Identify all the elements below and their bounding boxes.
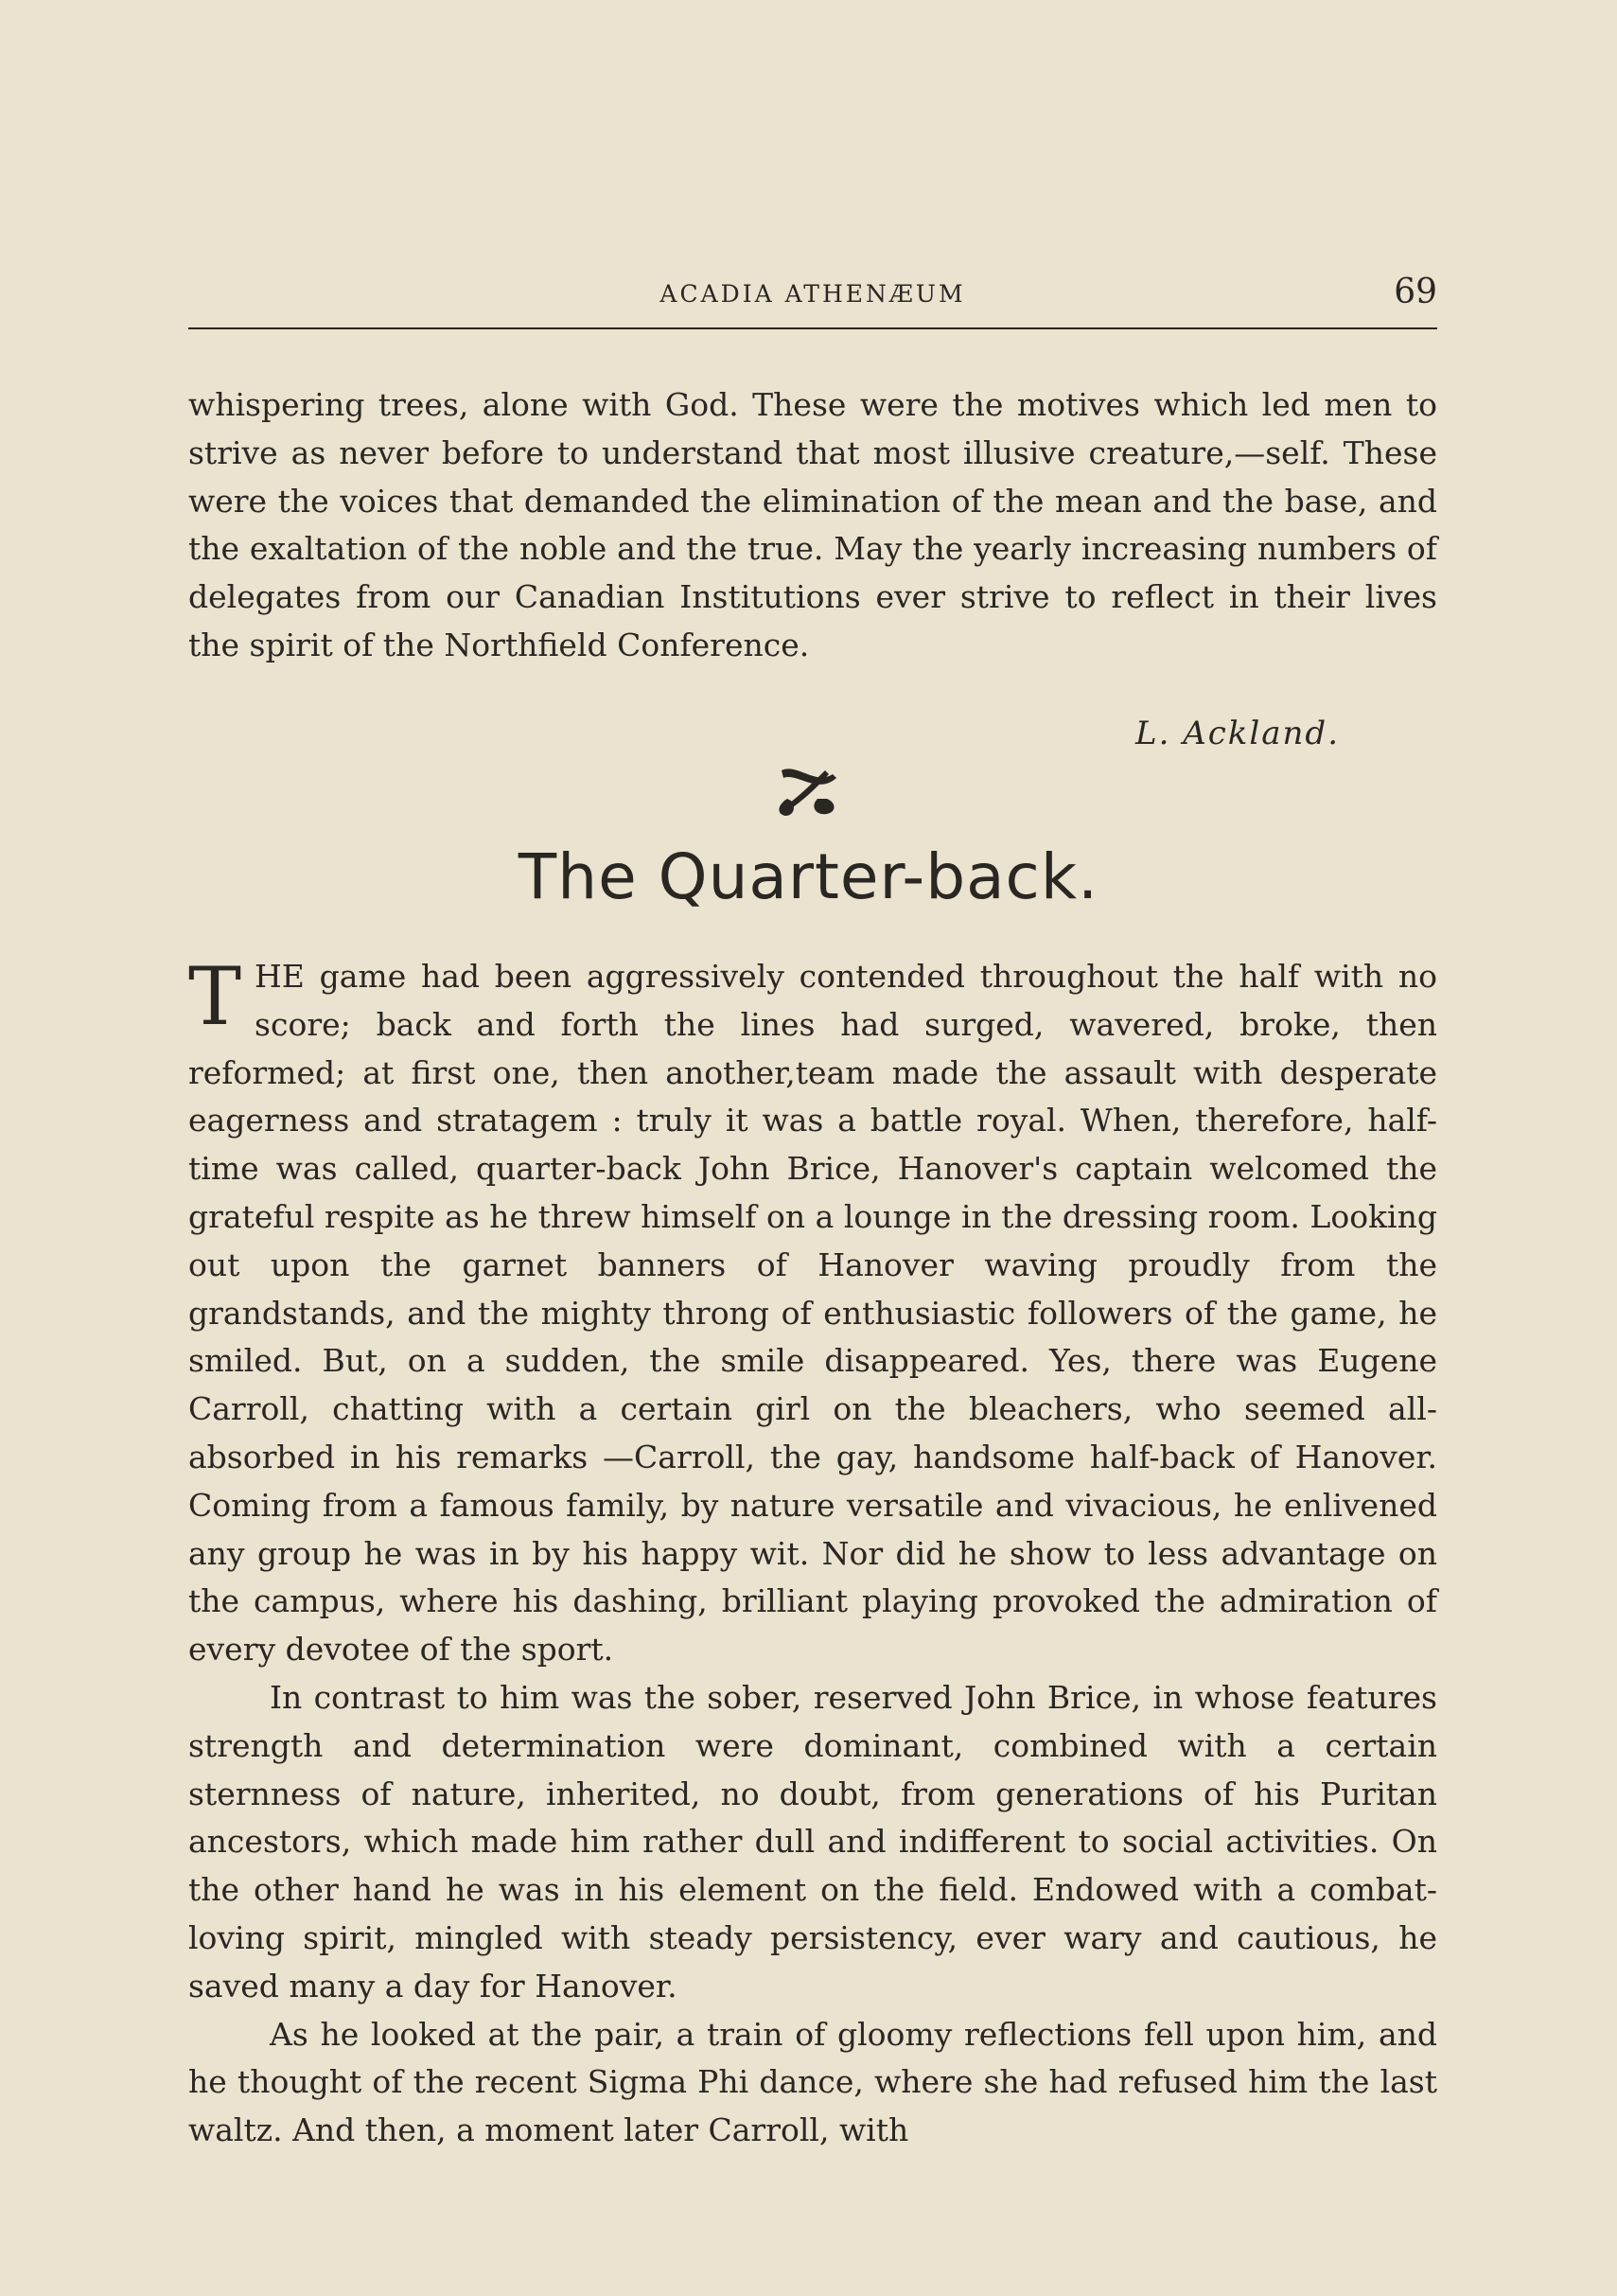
story-title: The Quarter-back. xyxy=(518,840,1099,913)
story-paragraph-1 xyxy=(188,950,1437,1674)
drop-cap: T xyxy=(188,950,242,1043)
running-header xyxy=(188,273,1437,314)
page-number: 69 xyxy=(1394,273,1437,311)
story-paragraph-1-text: HE game had been aggressively contended throughout the half with no score; back and forth the lines had surged, wavered, broke, then reformed; at first one, then another,team made the assault with desperate eagerness and stratagem : truly it was a battle royal. When, therefore, half-time was called, quarter-back John Brice, Hanover's captain welcomed the grateful respite as he threw himself on a lounge in the dressing room. Looking out upon the garnet banners of Hanover waving proudly from the grandstands, and the mighty throng of enthusiastic followers of the game, he smiled. But, on a sudden, the smile disappeared. Yes, there was Eugene Carroll, chatting with a certain girl on the bleachers, who seemed all-absorbed in his remarks —Carroll, the gay, handsome half-back of Hanover. Coming from a famous family, by nature versatile and vivacious, he enlivened any group he was in by his happy wit. Nor did he show to less advantage on the campus, where his dashing, brilliant playing provoked the admiration of every devotee of the sport. xyxy=(188,958,1437,1669)
running-title: ACADIA ATHENÆUM xyxy=(659,280,966,308)
story-text xyxy=(188,950,1437,2155)
intro-text xyxy=(188,381,1437,670)
story-paragraph-2: In contrast to him was the sober, reserved John Brice, in whose features strength and determination were dominant, combined with a certain sternness of nature, inherited, no doubt, from generations of his Puritan ancestors, which made him rather dull and indifferent to social activities. On the other hand he was in his element on the field. Endowed with a combat-loving spirit, mingled with steady persistency, ever wary and cautious, he saved many a day for Hanover. xyxy=(188,1678,1437,2005)
story-paragraph-3: As he looked at the pair, a train of gloomy reflections fell upon him, and he thought of the recent Sigma Phi dance, where she had refused him the last waltz. And then, a moment later Carroll, with xyxy=(188,2015,1437,2149)
header-rule xyxy=(188,327,1437,329)
intro-paragraph: whispering trees, alone with God. These were the motives which led men to strive as never before to understand that most illusive creature,—self. These were the voices that demanded the elimination of the mean and the base, and the exaltation of the noble and the true. May the yearly increasing numbers of delegates from our Canadian Institutions ever strive to reflect in their lives the spirit of the Northfield Conference. xyxy=(188,386,1437,663)
author-signature: L. Ackland. xyxy=(1135,715,1341,752)
fleuron-icon xyxy=(768,757,844,823)
